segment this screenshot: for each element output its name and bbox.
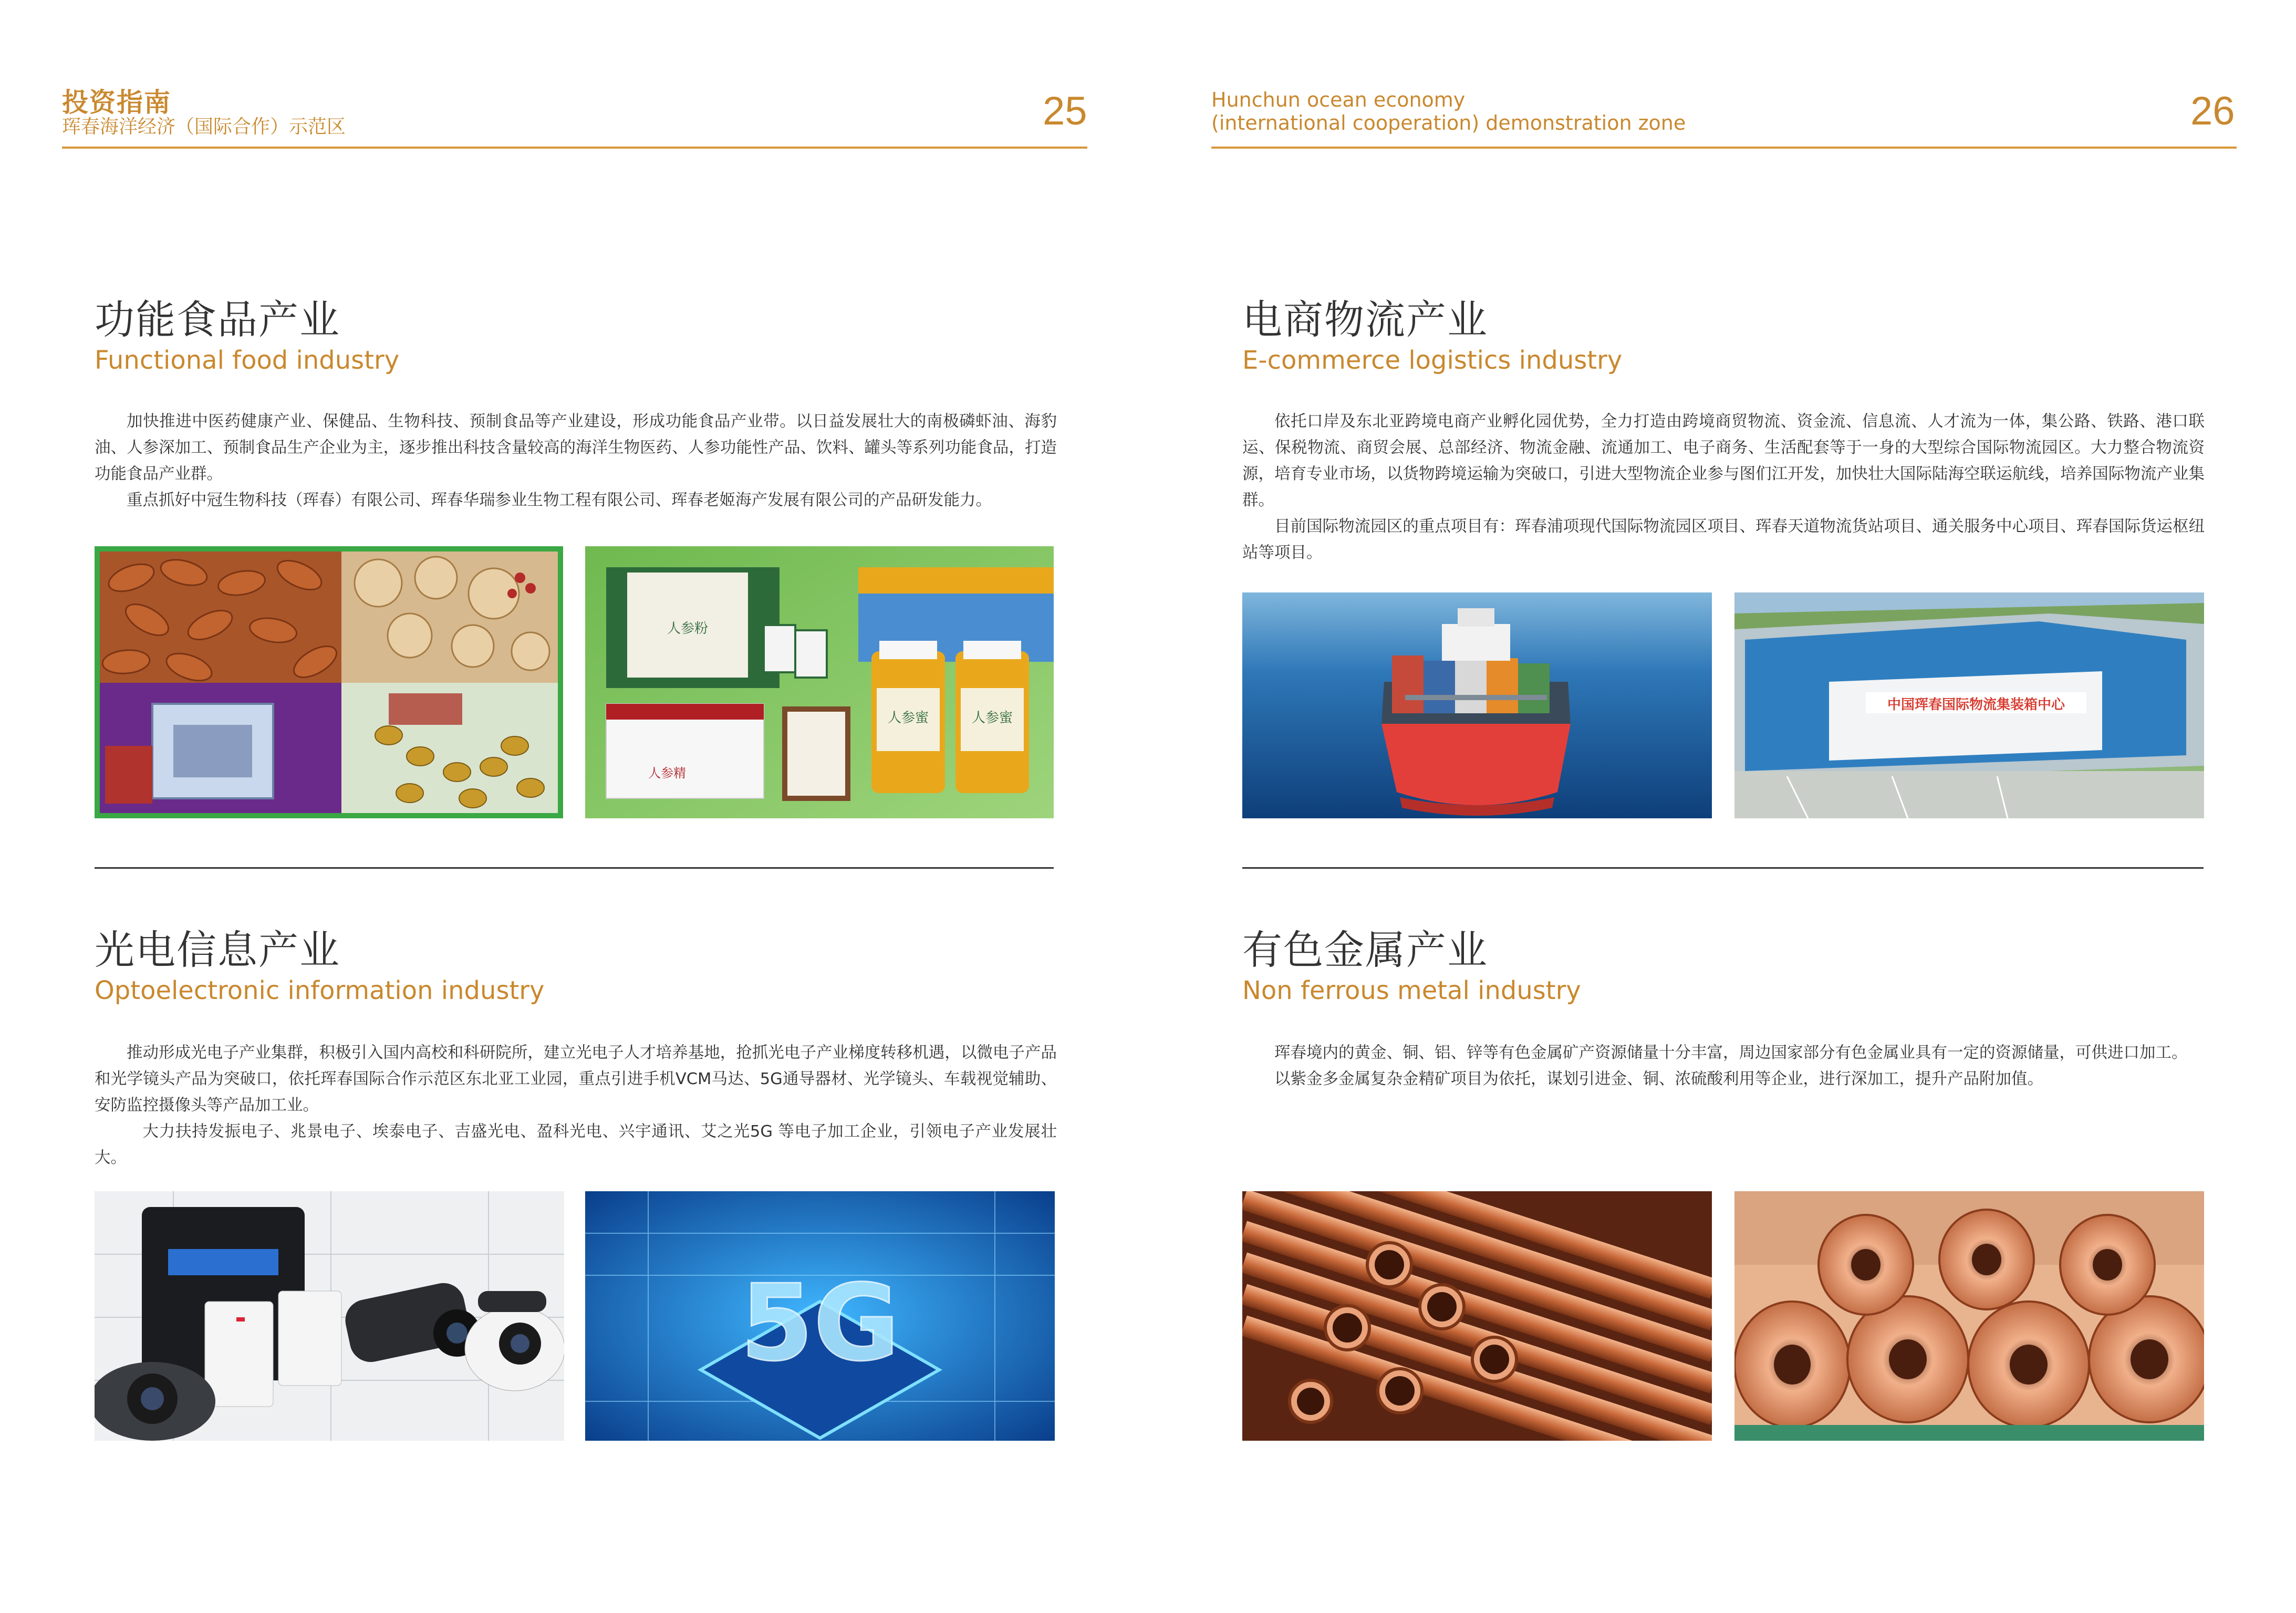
5g-chip-image [585, 1191, 1055, 1441]
section-title-opto: 光电信息产业 [95, 927, 340, 973]
section-body-logistics [1242, 409, 2205, 566]
section-body-metal [1242, 1040, 2205, 1092]
copper-pipes-image [1242, 1191, 1712, 1441]
security-cameras-image [95, 1191, 564, 1441]
section-en-opto: Optoelectronic information industry [95, 976, 545, 1005]
header-rule-right [1211, 147, 2237, 149]
section-en-food: Functional food industry [95, 346, 400, 375]
paragraph: 依托口岸及东北亚跨境电商产业孵化园优势，全力打造由跨境商贸物流、资金流、信息流、人才流为一体，集公路、铁路、港口联运、保税物流、商贸会展、总部经济、物流金融、流通加工、电子商务、生活配套等于一身的大型综合国际物流园区。大力整合物流资源，培育专业市场，以货物跨境运输为突破口，引进大型物流企业参与图们江开发，加快壮大国际陆海空联运航线，培养国际物流产业集群。 [1242, 412, 2205, 509]
guide-title: 投资指南 [62, 87, 171, 118]
copper-coils-image [1734, 1191, 2204, 1441]
logistics-center-image [1734, 592, 2204, 818]
building-sign: 中国珲春国际物流集装箱中心 [1887, 697, 2065, 713]
section-divider-left [95, 867, 1054, 869]
zone-en-line1: Hunchun ocean economy [1211, 88, 1466, 111]
paragraph: 重点抓好中冠生物科技（珲春）有限公司、珲春华瑞参业生物工程有限公司、珲春老姬海产发展有限公司的产品研发能力。 [127, 491, 992, 509]
page-number-left: 25 [1043, 89, 1087, 133]
section-body-opto [95, 1040, 1057, 1171]
section-body-food [95, 409, 1057, 514]
page-number-right: 26 [2190, 89, 2235, 133]
section-en-logistics: E-commerce logistics industry [1242, 346, 1623, 375]
label-ginseng-honey-1: 人参蜜 [887, 710, 929, 726]
zone-subtitle: 珲春海洋经济（国际合作）示范区 [62, 116, 346, 138]
paragraph: 加快推进中医药健康产业、保健品、生物科技、预制食品等产业建设，形成功能食品产业带。以日益发展壮大的南极磷虾油、海豹油、人参深加工、预制食品生产企业为主，逐步推出科技含量较高的海洋生物医药、人参功能性产品、饮料、罐头等系列功能食品，打造功能食品产业群。 [95, 412, 1057, 483]
header-rule-left [62, 147, 1087, 149]
ginseng-products-image [585, 546, 1054, 818]
label-ginseng-essence: 人参精 [648, 766, 686, 781]
chip-5g-label: 5G [740, 1262, 900, 1385]
container-ship-image [1242, 592, 1712, 818]
paragraph: 以紫金多金属复杂金精矿项目为依托，谋划引进金、铜、浓硫酸利用等企业，进行深加工，提升产品附加值。 [1274, 1070, 2043, 1088]
paragraph: 目前国际物流园区的重点项目有：珲春浦项现代国际物流园区项目、珲春天道物流货站项目、通关服务中心项目、珲春国际货运枢纽站等项目。 [1242, 517, 2205, 562]
label-ginseng-powder: 人参粉 [667, 621, 709, 637]
paragraph: 珲春境内的黄金、铜、铝、锌等有色金属矿产资源储量十分丰富，周边国家部分有色金属业具有一定的资源储量，可供进口加工。 [1274, 1044, 2188, 1062]
food-collage-image [95, 546, 563, 818]
section-title-metal: 有色金属产业 [1242, 927, 1488, 973]
zone-en-line2: (international cooperation) demonstration zone [1211, 111, 1686, 134]
section-title-logistics: 电商物流产业 [1242, 296, 1488, 343]
section-title-food: 功能食品产业 [95, 296, 340, 343]
section-divider-right [1242, 867, 2204, 869]
label-ginseng-honey-2: 人参蜜 [971, 710, 1013, 726]
paragraph: 大力扶持发振电子、兆景电子、埃泰电子、吉盛光电、盈科光电、兴宇通讯、艾之光5G 等电子加工企业，引领电子产业发展壮大。 [95, 1122, 1057, 1167]
paragraph: 推动形成光电子产业集群，积极引入国内高校和科研院所，建立光电子人才培养基地，抢抓光电子产业梯度转移机遇，以微电子产品和光学镜头产品为突破口，依托珲春国际合作示范区东北亚工业园，重点引进手机VCM马达、5G通导器材、光学镜头、车载视觉辅助、安防监控摄像头等产品加工业。 [95, 1044, 1057, 1115]
section-en-metal: Non ferrous metal industry [1242, 976, 1581, 1005]
